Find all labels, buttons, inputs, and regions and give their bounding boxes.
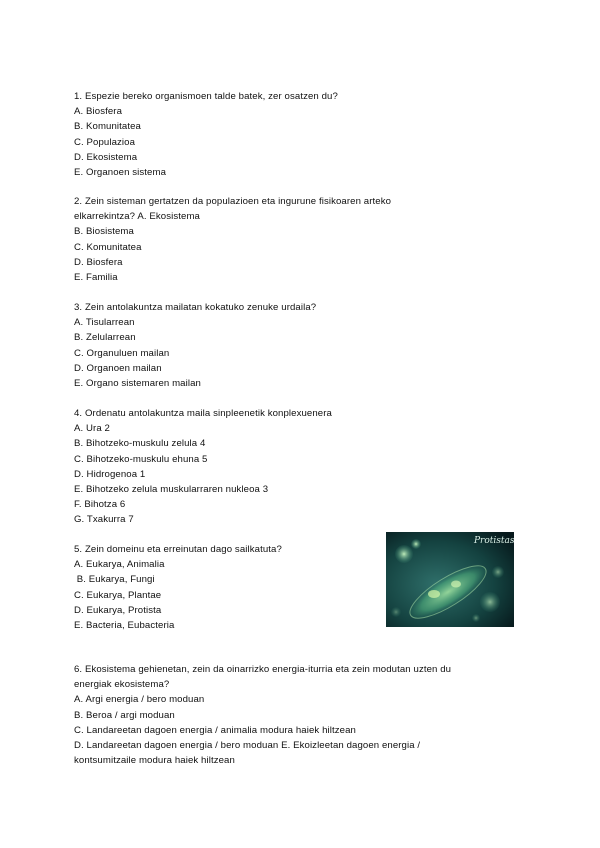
question-1 [74, 89, 474, 180]
question-1-option-c: C. Populazioa [74, 136, 136, 148]
question-3-option-e: E. Organo sistemaren mailan [74, 377, 201, 389]
question-3-prompt: 3. Zein antolakuntza mailatan kokatuko zenuke urdaila? [74, 302, 317, 313]
question-6-option-b: B. Beroa / argi moduan [74, 709, 175, 721]
question-6 [74, 662, 544, 768]
question-2-option-c: C. Komunitatea [74, 241, 142, 253]
question-4 [74, 406, 474, 528]
question-4-option-d: D. Hidrogenoa 1 [74, 468, 146, 480]
question-2-option-b: B. Biosistema [74, 226, 134, 238]
question-5-option-b: B. Eukarya, Fungi [74, 574, 155, 586]
question-6-prompt-cont: energiak ekosistema? [74, 679, 170, 691]
question-1-option-e: E. Organoen sistema [74, 166, 167, 178]
question-2-option-d: D. Biosfera [74, 256, 123, 268]
question-1-option-d: D. Ekosistema [74, 151, 138, 163]
question-6-prompt: 6. Ekosistema gehienetan, zein da oinarrizko energia-iturria eta zein modutan uzten du [74, 664, 452, 675]
question-4-prompt: 4. Ordenatu antolakuntza maila sinpleenetik konplexuenera [74, 408, 332, 419]
question-5-option-a: A. Eukarya, Animalia [74, 559, 165, 571]
question-6-option-a: A. Argi energia / bero moduan [74, 694, 205, 706]
protist-microscope-image [386, 532, 514, 627]
question-1-option-b: B. Komunitatea [74, 121, 141, 133]
question-5-option-c: C. Eukarya, Plantae [74, 589, 162, 601]
question-4-option-g: G. Txakurra 7 [74, 514, 134, 526]
question-5-option-d: D. Eukarya, Protista [74, 604, 162, 616]
question-4-option-c: C. Bihotzeko-muskulu ehuna 5 [74, 453, 208, 465]
question-6-option-e-cont: kontsumitzaile modura haiek hiltzean [74, 755, 235, 767]
question-2-prompt: 2. Zein sisteman gertatzen da populazioen eta ingurune fisikoaren arteko [74, 196, 392, 207]
question-6-option-d-e: D. Landareetan dagoen energia / bero moduan E. Ekoizleetan dagoen energia / [74, 739, 421, 751]
question-3-option-d: D. Organoen mailan [74, 362, 162, 374]
question-4-option-a: A. Ura 2 [74, 423, 110, 435]
question-4-option-b: B. Bihotzeko-muskulu zelula 4 [74, 438, 206, 450]
question-2 [74, 194, 474, 285]
question-2-option-e: E. Familia [74, 271, 118, 283]
question-4-option-f: F. Bihotza 6 [74, 499, 126, 511]
figure-caption: Protistas [474, 536, 514, 546]
question-3-option-a: A. Tisularrean [74, 317, 135, 329]
question-1-prompt: 1. Espezie bereko organismoen talde batek, zer osatzen du? [74, 91, 338, 102]
question-2-prompt-cont: elkarrekintza? A. Ekosistema [74, 211, 200, 223]
question-3 [74, 300, 474, 391]
question-6-option-c: C. Landareetan dagoen energia / animalia modura haiek hiltzean [74, 724, 356, 736]
question-3-option-c: C. Organuluen mailan [74, 347, 170, 359]
question-5-prompt: 5. Zein domeinu eta erreinutan dago sailkatuta? [74, 544, 282, 555]
question-3-option-b: B. Zelularrean [74, 332, 136, 344]
question-4-option-e: E. Bihotzeko zelula muskularraren nukleoa 3 [74, 483, 269, 495]
question-5-option-e: E. Bacteria, Eubacteria [74, 619, 175, 631]
question-1-option-a: A. Biosfera [74, 106, 123, 118]
